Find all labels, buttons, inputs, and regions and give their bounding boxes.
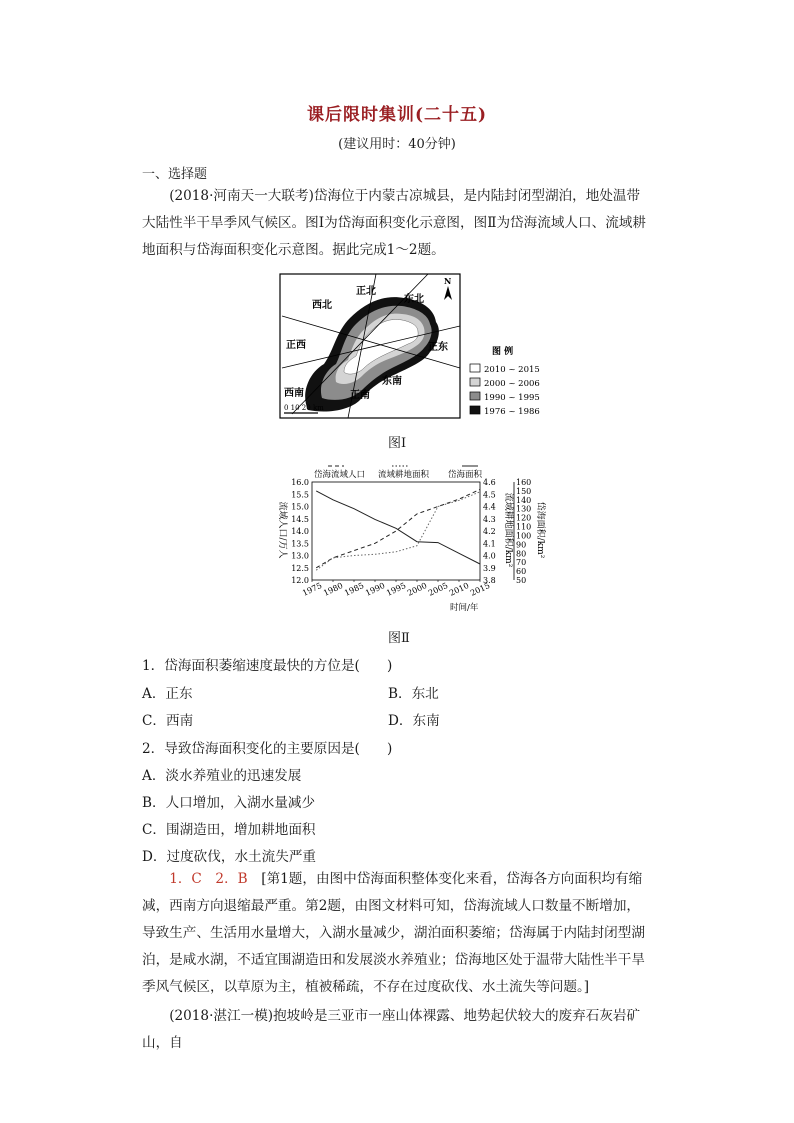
- y-right-tick-label: 150: [516, 486, 532, 496]
- y-left-tick-label: 13.0: [291, 551, 309, 561]
- legend-label: 1990 ~ 1995: [484, 393, 540, 403]
- y-right-tick-label: 160: [516, 478, 532, 487]
- y-right-title: 岱海面积/km²: [535, 501, 545, 559]
- q2-option-a: A．淡水养殖业的迅速发展: [142, 768, 302, 784]
- answer-key: 1．C 2．B: [169, 871, 248, 887]
- y-right-tick-label: 50: [516, 576, 527, 585]
- y-right-tick-label: 70: [516, 558, 527, 568]
- figure-1-caption: 图Ⅰ: [388, 436, 407, 451]
- y-left-tick-label: 12.0: [291, 576, 309, 585]
- y-mid-title: 流域耕地面积/km²: [503, 492, 513, 568]
- x-axis-title: 时间/年: [450, 603, 479, 613]
- y-mid-tick-label: 3.9: [483, 563, 496, 573]
- y-mid-tick-label: 4.3: [483, 514, 496, 524]
- y-right-tick-label: 90: [516, 540, 527, 550]
- suggested-time: (建议用时：40分钟): [338, 137, 456, 152]
- legend-series-label: 岱海面积: [448, 470, 483, 480]
- legend-swatch: [470, 406, 480, 414]
- y-mid-tick-label: 4.4: [483, 502, 496, 512]
- legend-label: 2010 ~ 2015: [484, 365, 540, 375]
- legend-label: 1976 ~ 1986: [484, 407, 540, 417]
- q1-option-b: B．东北: [388, 686, 439, 702]
- y-mid-tick-label: 4.6: [483, 478, 496, 487]
- x-tick-label: 2005: [427, 581, 450, 598]
- q2-option-c: C．围湖造田，增加耕地面积: [142, 822, 316, 838]
- y-mid-tick-label: 4.5: [483, 490, 496, 500]
- svg-text:N: N: [444, 276, 452, 286]
- legend-series-label: 岱海流域人口: [314, 470, 366, 480]
- y-right-tick-label: 130: [516, 504, 532, 514]
- question-intro: (2018·河南天一大联考)岱海位于内蒙古凉城县，是内陆封闭型湖泊，地处温带大陆性半干旱季风气候区。图Ⅰ为岱海面积变化示意图，图Ⅱ为岱海流域人口、流域耕地面积与岱海面积变化示意图。据此完成1～2题。: [142, 188, 646, 258]
- x-tick-label: 1990: [364, 581, 387, 598]
- legend: [470, 364, 540, 417]
- q2-option-d: D．过度砍伐，水土流失严重: [142, 849, 317, 865]
- y-left-title: 流域人口/万人: [277, 501, 287, 559]
- q1-option-d: D．东南: [388, 713, 440, 729]
- y-mid-tick-label: 4.2: [483, 527, 496, 536]
- x-tick-label: 1975: [301, 581, 324, 598]
- q1-stem: 1．岱海面积萎缩速度最快的方位是( ): [142, 658, 393, 674]
- y-right-tick-label: 80: [516, 549, 527, 559]
- legend-swatch: [470, 392, 480, 400]
- page-title: 课后限时集训(二十五): [306, 105, 488, 125]
- y-right-tick-label: 140: [516, 495, 532, 505]
- scale-label: 0 10 20 km: [284, 404, 324, 412]
- y-right-tick-label: 110: [516, 522, 532, 532]
- next-question-intro: (2018·湛江一模)抱坡岭是三亚市一座山体裸露、地势起伏较大的废弃石灰岩矿山，自: [142, 1008, 641, 1051]
- y-left-tick-label: 13.5: [291, 539, 309, 549]
- lake-area-map: [278, 272, 548, 422]
- x-tick-label: 1985: [343, 581, 366, 598]
- y-right-tick-label: 100: [516, 531, 532, 541]
- label-southwest: 西南: [284, 388, 304, 399]
- y-left-tick-label: 15.5: [291, 490, 309, 500]
- label-north: 正北: [356, 286, 376, 297]
- y-left-tick-label: 14.5: [291, 514, 309, 524]
- label-southeast: 东南: [382, 376, 402, 387]
- y-left-tick-label: 14.0: [291, 527, 309, 536]
- plot-frame: [312, 482, 480, 580]
- y-right-tick-label: 120: [516, 513, 532, 523]
- population-farmland-lake-chart: [272, 460, 545, 620]
- legend-label: 2000 ~ 2006: [484, 379, 540, 389]
- x-tick-label: 2015: [469, 581, 492, 598]
- legend-title: 图 例: [492, 347, 514, 357]
- answer-block: [142, 866, 652, 1001]
- label-east: 正东: [428, 342, 448, 353]
- label-west: 正西: [286, 340, 306, 351]
- y-left-tick-label: 15.0: [291, 502, 309, 512]
- y-left-tick-label: 16.0: [291, 478, 309, 487]
- label-northeast: 东北: [404, 294, 424, 305]
- x-tick-label: 1995: [385, 581, 408, 598]
- q1-option-c: C．西南: [142, 713, 194, 729]
- q2-stem: 2．导致岱海面积变化的主要原因是( ): [142, 741, 393, 757]
- x-tick-label: 1980: [322, 581, 345, 598]
- legend-swatch: [470, 378, 480, 386]
- y-mid-tick-label: 4.1: [483, 539, 496, 549]
- figure-2-caption: 图Ⅱ: [388, 631, 410, 646]
- legend-swatch: [470, 364, 480, 372]
- label-south: 正南: [350, 390, 370, 401]
- section-heading: 一、选择题: [142, 167, 208, 182]
- x-tick-label: 2010: [448, 581, 471, 598]
- answer-explanation: [第1题，由图中岱海面积整体变化来看，岱海各方向面积均有缩减，西南方向退缩最严重。第2题，由图文材料可知，岱海流域人口数量不断增加，导致生产、生活用水量增大，入湖水量减少，湖泊面积萎缩；岱海属于内陆封闭型湖泊，是咸水湖，不适宜围湖造田和发展淡水养殖业；岱海地区处于温带大陆性半干旱季风气候区，以草原为主，植被稀疏，不存在过度砍伐、水土流失等问题。]: [142, 871, 645, 995]
- y-mid-tick-label: 3.8: [483, 576, 496, 585]
- legend-series-label: 流域耕地面积: [378, 470, 430, 480]
- y-right-tick-label: 60: [516, 567, 527, 577]
- q1-option-a: A．正东: [142, 686, 193, 702]
- y-mid-tick-label: 4.0: [483, 551, 496, 561]
- label-northwest: 西北: [312, 300, 332, 311]
- y-left-tick-label: 12.5: [291, 563, 309, 573]
- x-tick-label: 2000: [406, 581, 429, 598]
- q2-option-b: B．人口增加，入湖水量减少: [142, 795, 316, 811]
